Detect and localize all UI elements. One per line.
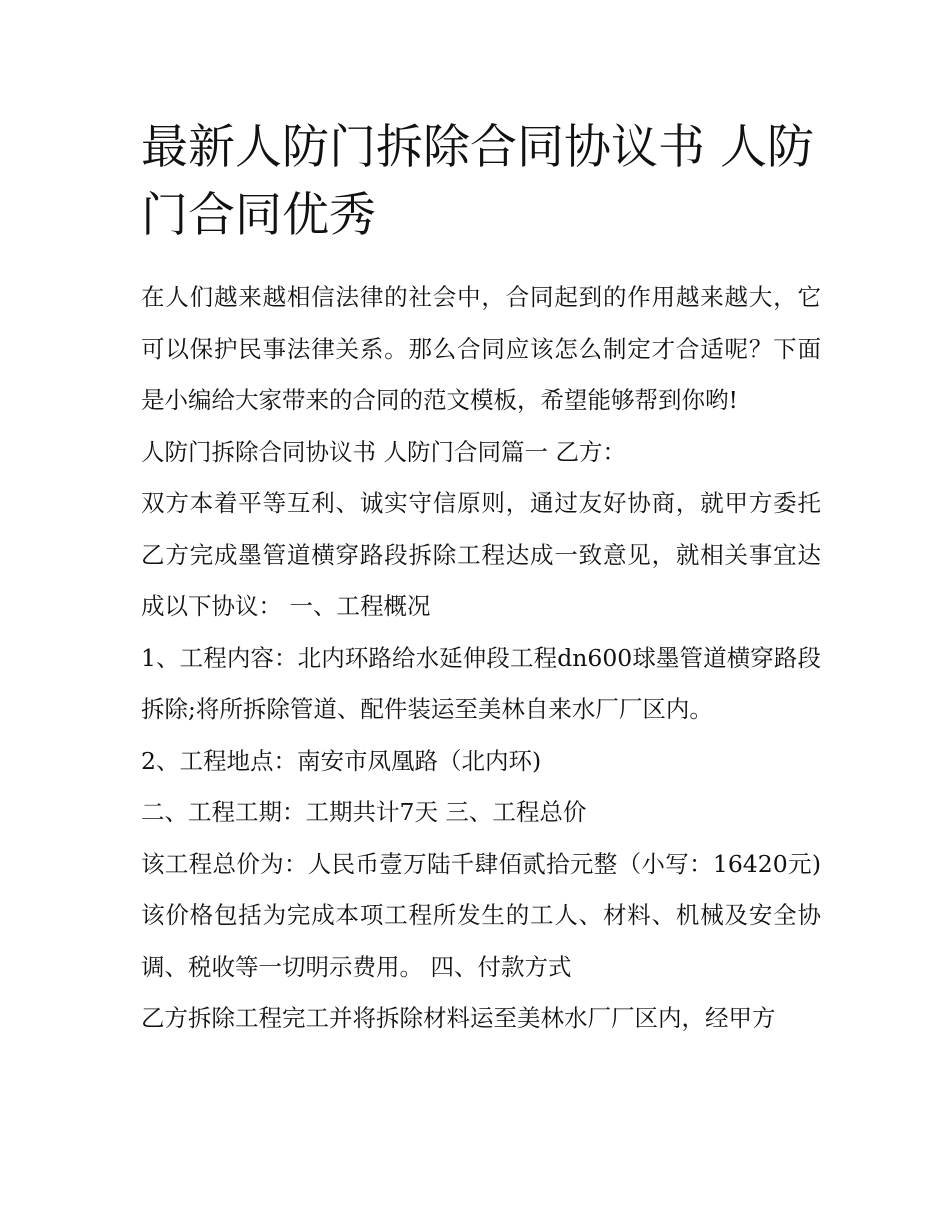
project-price-paragraph: 该工程总价为：人民币壹万陆千肆佰贰拾元整（小写：16420元)该价格包括为完成本项工程所发生的工人、材料、机械及安全协调、税收等一切明示费用。 四、付款方式 [141, 849, 821, 981]
project-content-paragraph: 1、工程内容：北内环路给水延伸段工程dn600球墨管道横穿路段拆除;将所拆除管道、配件装运至美林自来水厂厂区内。 [141, 643, 821, 723]
payment-terms-paragraph: 乙方拆除工程完工并将拆除材料运至美林水厂厂区内，经甲方 [141, 1004, 776, 1032]
project-location-paragraph: 2、工程地点：南安市凤凰路（北内环) [141, 746, 542, 775]
document-title: 最新人防门拆除合同协议书 人防门合同优秀 [141, 120, 814, 243]
document-body [141, 114, 821, 1045]
project-duration-paragraph: 二、工程工期：工期共计7天 三、工程总价 [141, 798, 587, 826]
agreement-preamble-paragraph: 双方本着平等互利、诚实守信原则，通过友好协商，就甲方委托乙方完成墨管道横穿路段拆除工程达成一致意见，就相关事宜达成以下协议： 一、工程概况 [141, 489, 821, 620]
intro-paragraph: 在人们越来越相信法律的社会中，合同起到的作用越来越大，它可以保护民事法律关系。那么合同应该怎么制定才合适呢？下面是小编给大家带来的合同的范文模板，希望能够帮到你哟! [141, 283, 821, 414]
section-heading-paragraph: 人防门拆除合同协议书 人防门合同篇一 乙方： [141, 437, 626, 466]
